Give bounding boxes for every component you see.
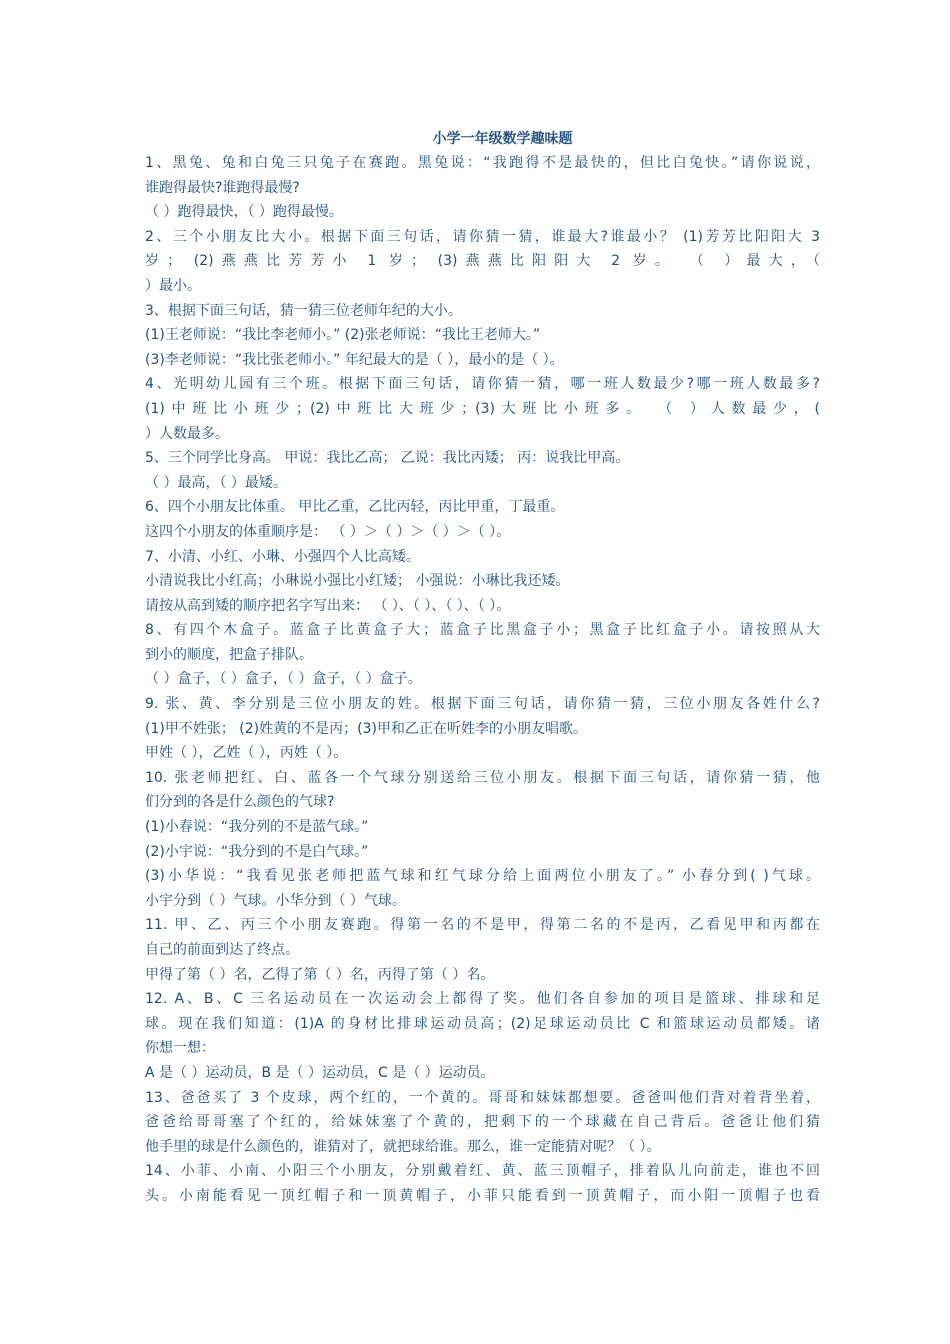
text-line: 10. 张老师把红、白、蓝各一个气球分别送给三位小朋友。根据下面三句话，请你猜一猜，他	[145, 769, 820, 786]
text-line: 你想一想：	[145, 1040, 215, 1057]
text-line: ）最小。	[145, 277, 201, 294]
text-line: 自己的前面到达了终点。	[145, 942, 299, 958]
text-line: (1)中班比小班少；(2)中班比大班少；(3)大班比小班多。 （ ）人数最少，(	[145, 400, 820, 417]
text-line: 小清说我比小红高；小琳说小强比小红矮； 小强说：小琳比我还矮。	[145, 573, 570, 590]
document-title: 小学一年级数学趣味题	[432, 131, 573, 147]
text-line: (1)小春说：“我分列的不是蓝气球。”	[145, 819, 369, 836]
text-line: 岁； (2)燕燕比芳芳小 1 岁； (3)燕燕比阳阳大 2 岁。 （ ）最大，（	[145, 253, 820, 270]
text-line: (1)甲不姓张； (2)姓黄的不是丙；(3)甲和乙正在听姓李的小朋友唱歌。	[145, 720, 587, 737]
text-line: 7、小清、小红、小琳、小强四个人比高矮。	[145, 548, 420, 565]
text-line: 6、四个小朋友比体重。 甲比乙重，乙比丙轻，丙比甲重，丁最重。	[145, 499, 565, 516]
text-line: 头。小南能看见一顶红帽子和一顶黄帽子，小菲只能看到一顶黄帽子，而小阳一顶帽子也看	[145, 1187, 820, 1204]
text-line: 爸爸给哥哥塞了个红的，给妹妹塞了个黄的，把剩下的一个球藏在自己背后。爸爸让他们猜	[145, 1114, 820, 1131]
text-line: （ ）跑得最快，（ ）跑得最慢。	[145, 204, 343, 221]
text-line: 3、根据下面三句话，猜一猜三位老师年纪的大小。	[145, 302, 462, 319]
text-line: 8、有四个木盒子。蓝盒子比黄盒子大；蓝盒子比黑盒子小；黑盒子比红盒子小。请按照从大	[145, 622, 820, 639]
document-body	[145, 127, 820, 1209]
text-line: 请按从高到矮的顺序把名字写出来： （ ）、（ ）、（ ）、（ ）。	[145, 597, 511, 614]
text-line: 到小的顺度，把盒子排队。	[145, 646, 313, 663]
text-line: 9. 张、黄、李分别是三位小朋友的姓。根据下面三句话，请你猜一猜，三位小朋友各姓什么?	[145, 696, 820, 713]
text-line: 小宇分到（ ）气球。小华分到（ ）气球。	[145, 892, 406, 909]
text-line: 14、小菲、小南、小阳三个小朋友，分别戴着红、黄、蓝三顶帽子，排着队儿向前走，谁也不回	[145, 1163, 820, 1180]
text-line: 球。现在我们知道：(1)A 的身材比排球运动员高；(2)足球运动员比 C 和篮球运动员都矮。诸	[145, 1015, 820, 1032]
text-line: A 是（ ）运动员，B 是（ ）运动员，C 是（ ）运动员。	[145, 1064, 495, 1081]
text-line: 谁跑得最快?谁跑得最慢?	[145, 179, 300, 196]
text-line: 这四个小朋友的体重顺序是： （ ）＞（ ）＞（ ）＞（ ）。	[145, 523, 511, 540]
text-line: 13、爸爸买了 3 个皮球，两个红的，一个黄的。哥哥和妹妹都想要。爸爸叫他们背对着背坐着，	[145, 1089, 820, 1106]
text-line: 11. 甲、乙、丙三个小朋友赛跑。得第一名的不是甲，得第二名的不是丙，乙看见甲和丙都在	[145, 917, 820, 934]
text-line: (3)小华说：“我看见张老师把蓝气球和红气球分给上面两位小朋友了。” 小春分到( )气球。	[145, 868, 820, 885]
text-line: 2、三个小朋友比大小。根据下面三句话，请你猜一猜，谁最大?谁最小？ (1)芳芳比阳阳大 3	[145, 228, 820, 245]
text-line: ）人数最多。	[145, 425, 229, 442]
text-line: 们分到的各是什么颜色的气球?	[145, 794, 335, 811]
text-line: 12. A、B、C 三名运动员在一次运动会上都得了奖。他们各自参加的项目是篮球、排球和足	[145, 991, 820, 1008]
text-line: （ ）最高，（ ）最矮。	[145, 474, 287, 491]
question-lines	[145, 151, 820, 1209]
text-line: 5、三个同学比身高。 甲说：我比乙高； 乙说：我比丙矮； 丙：说我比甲高。	[145, 450, 630, 467]
text-line: 1、黑兔、兔和白兔三只兔子在赛跑。黑兔说：“我跑得不是最快的，但比白兔快。”请你说说，	[145, 155, 820, 171]
text-line: (1)王老师说：“我比李老师小。” (2)张老师说：“我比王老师大。”	[145, 327, 541, 344]
text-line: （ ）盒子，（ ）盒子，（ ）盒子，（ ）盒子。	[145, 671, 422, 688]
text-line: 4、光明幼儿园有三个班。根据下面三句话，请你猜一猜，哪一班人数最少?哪一班人数最多?	[145, 376, 820, 393]
text-line: (3)李老师说：“我比张老师小。” 年纪最大的是（ ），最小的是（ ）。	[145, 351, 564, 368]
text-line: 他手里的球是什么颜色的，谁猜对了，就把球给谁。那么，谁一定能猜对呢？（ ）。	[145, 1138, 661, 1155]
text-line: 甲姓（ ），乙姓（ ），丙姓（ ）。	[145, 745, 348, 762]
text-line: (2)小宇说：“我分到的不是白气球。”	[145, 843, 369, 860]
text-line: 甲得了第（ ）名，乙得了第（ ）名，丙得了第（ ）名。	[145, 966, 495, 983]
